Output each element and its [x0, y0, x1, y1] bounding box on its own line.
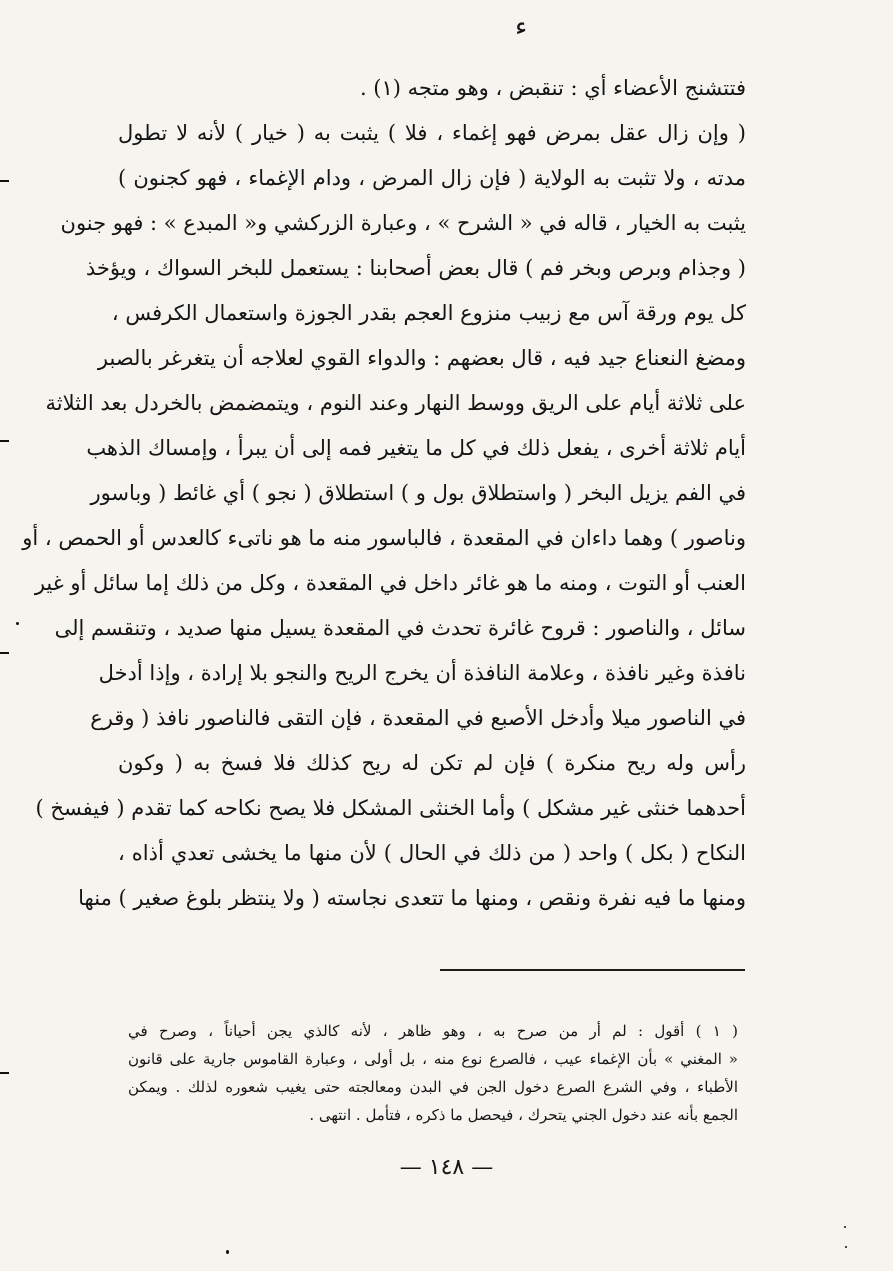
text-line: نافذة وغير نافذة ، وعلامة النافذة أن يخرج الريح والنجو بلا إرادة ، وإذا أدخل [98, 661, 746, 685]
text-line: رأس وله ريح منكرة ) فإن لم تكن له ريح كذلك فلا فسخ به ( وكون [118, 751, 746, 775]
main-text-block [22, 66, 746, 921]
text-line: سائل ، والناصور : قروح غائرة تحدث في المقعدة يسيل منها صديد ، وتنقسم إلى [54, 616, 746, 640]
text-line: فتتشنج الأعضاء أي : تنقبض ، وهو متجه (١) . [359, 76, 746, 100]
text-line: النكاح ( بكل ) واحد ( من ذلك في الحال ) لأن منها ما يخشى تعدي أذاه ، [118, 841, 746, 865]
top-margin-mark: ء [515, 12, 528, 42]
scan-speck [845, 1246, 847, 1248]
text-line: على ثلاثة أيام على الريق ووسط النهار وعند النوم ، ويتمضمض بالخردل بعد الثلاثة [45, 391, 746, 415]
text-line: أيام ثلاثة أخرى ، يفعل ذلك في كل ما يتغير فمه إلى أن يبرأ ، وإمساك الذهب [86, 436, 746, 460]
page-number: — ١٤٨ — [399, 1155, 494, 1180]
text-line: مدته ، ولا تثبت به الولاية ( فإن زال المرض ، ودام الإغماء ، فهو كجنون ) [118, 166, 746, 190]
text-line: ومضغ النعناع جيد فيه ، قال بعضهم : والدواء القوي لعلاجه أن يتغرغر بالصبر [97, 346, 746, 370]
scan-mark [0, 1072, 9, 1074]
text-line: كل يوم ورقة آس مع زبيب منزوع العجم بقدر الجوزة واستعمال الكرفس ، [111, 301, 746, 325]
footnote-line: « المغني » بأن الإغماء عيب ، فالصرع نوع منه ، بل أولى ، وعبارة القاموس جارية على قانون [128, 1050, 738, 1068]
text-line: يثبت به الخيار ، قاله في « الشرح » ، وعبارة الزركشي و« المبدع » : فهو جنون [60, 211, 746, 235]
text-line: أحدهما خنثى غير مشكل ) وأما الخنثى المشكل فلا يصح نكاحه كما تقدم ( فيفسخ ) [35, 796, 746, 820]
scan-speck [16, 622, 19, 625]
text-line: ومنها ما فيه نفرة ونقص ، ومنها ما تتعدى نجاسته ( ولا ينتظر بلوغ صغير ) منها [78, 886, 746, 910]
footnote-block [128, 1017, 738, 1129]
text-line: في الناصور ميلا وأدخل الأصبع في المقعدة ، فإن التقى فالناصور نافذ ( وقرع [90, 706, 746, 730]
footnote-separator [440, 969, 745, 971]
text-line: ( وإن زال عقل بمرض فهو إغماء ، فلا ) يثبت به ( خيار ) لأنه لا تطول [118, 121, 746, 145]
scan-mark [0, 652, 9, 654]
scan-speck [844, 1226, 846, 1228]
scan-mark [0, 180, 9, 182]
scan-speck [226, 1250, 229, 1254]
footnote-line: الأطباء ، وفي الشرع الصرع دخول الجن في البدن ومعالجته حتى يغيب شعوره لذلك . ويمكن [128, 1078, 738, 1096]
text-line: في الفم يزيل البخر ( واستطلاق بول و ) استطلاق ( نجو ) أي غائط ( وباسور [90, 481, 746, 505]
text-line: العنب أو التوت ، ومنه ما هو غائر داخل في المقعدة ، وكل من ذلك إما سائل أو غير [34, 571, 746, 595]
footnote-line: ( ١ ) أقول : لم أر من صرح به ، وهو ظاهر ، لأنه كالذي يجن أحياناً ، وصرح في [128, 1022, 738, 1040]
text-line: وناصور ) وهما داءان في المقعدة ، فالباسور منه ما هو ناتىء كالعدس أو الحمص ، أو [22, 526, 746, 550]
scan-mark [0, 440, 9, 442]
footnote-line: الجمع بأنه عند دخول الجني يتحرك ، فيحصل ما ذكره ، فتأمل . انتهى . [309, 1106, 738, 1124]
text-line: ( وجذام وبرص وبخر فم ) قال بعض أصحابنا : يستعمل للبخر السواك ، ويؤخذ [85, 256, 746, 280]
